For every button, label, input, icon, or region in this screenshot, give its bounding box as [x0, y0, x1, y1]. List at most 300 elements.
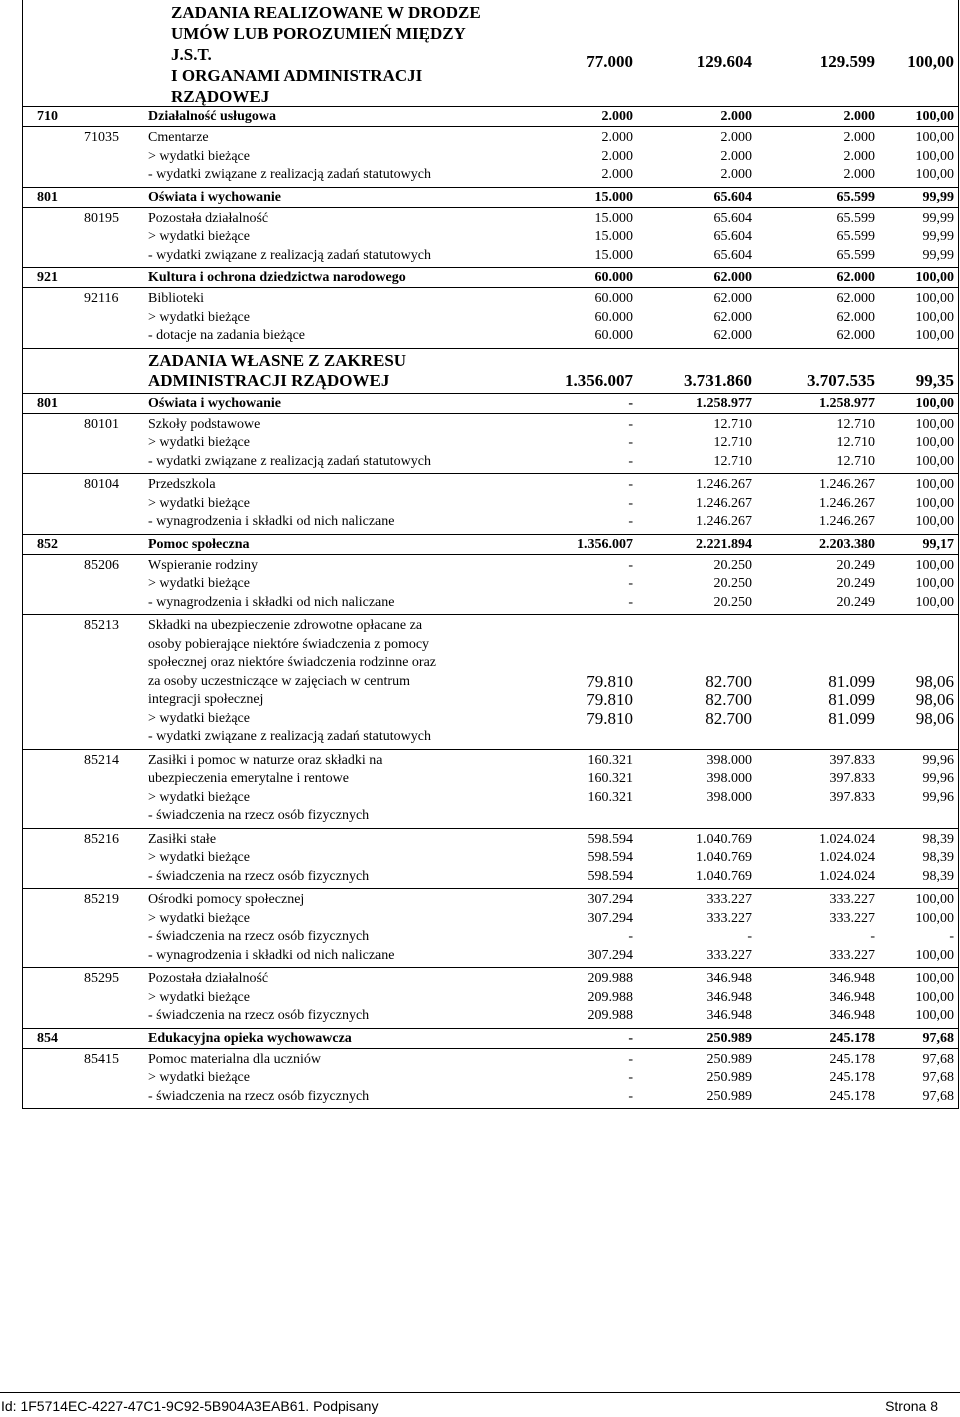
- division-code: 710: [37, 109, 58, 124]
- chapter-line: [23, 673, 958, 692]
- value-plan: -: [628, 1030, 633, 1046]
- line-label: > wydatki bieżące: [148, 576, 250, 591]
- value-plan: 15.000: [594, 189, 633, 205]
- line-label: Pozostała działalność: [148, 210, 269, 226]
- title-line: UMÓW LUB POROZUMIEŃ MIĘDZY: [171, 24, 466, 43]
- chapter-line: [23, 910, 958, 929]
- value-percent: 100,00: [915, 130, 954, 145]
- line-label: Biblioteki: [148, 291, 204, 306]
- value-executed: 81.099: [828, 690, 875, 709]
- division-row: [22, 535, 959, 555]
- value-plan: 1.356.007: [577, 536, 633, 552]
- value-executed: 12.710: [836, 453, 875, 469]
- division-code: 921: [37, 270, 58, 285]
- chapter-line: [23, 416, 958, 435]
- chapter-code: 85216: [84, 831, 119, 847]
- value-percent: 100,00: [915, 477, 954, 492]
- value-percent: [875, 617, 954, 636]
- chapter-line: [23, 513, 958, 532]
- value-executed: 397.833: [829, 752, 875, 768]
- value-plan: 15.000: [594, 229, 633, 244]
- line-label: > wydatki bieżące: [148, 229, 250, 244]
- value-executed: 245.178: [829, 1088, 875, 1104]
- value-plan: [548, 728, 633, 747]
- value-percent: 97,68: [922, 1070, 954, 1085]
- value-plan: -: [628, 576, 633, 591]
- value-after-changes: -: [747, 929, 752, 944]
- value-after-changes: 250.989: [706, 1030, 752, 1046]
- value-percent: [875, 636, 954, 655]
- value-after-changes: 398.000: [706, 752, 752, 768]
- chapter-code: 80195: [84, 210, 119, 226]
- value-plan: 79.810: [586, 690, 633, 709]
- section-header-own-tasks: [22, 349, 959, 394]
- value-executed: 397.833: [829, 789, 875, 805]
- value-percent: 99,35: [915, 370, 954, 390]
- line-label: Zasiłki i pomoc w naturze oraz składki na: [148, 752, 383, 768]
- line-label: Wspieranie rodziny: [148, 557, 259, 573]
- value-executed: 62.000: [836, 309, 875, 325]
- chapter-code: 85206: [84, 557, 119, 573]
- value-percent: 100,00: [915, 557, 954, 573]
- line-label: Zasiłki stałe: [148, 831, 217, 847]
- value-percent: 99,96: [922, 771, 954, 786]
- chapter-line: [23, 210, 958, 229]
- chapter-line: [23, 728, 958, 747]
- value-percent: 99,17: [922, 536, 954, 552]
- chapter-line: [23, 166, 958, 185]
- value-after-changes: 1.040.769: [696, 850, 752, 865]
- value-executed: 245.178: [829, 1051, 875, 1067]
- value-plan: 60.000: [594, 309, 633, 325]
- value-percent: 100,00: [915, 910, 954, 926]
- chapter-line: [23, 928, 958, 947]
- value-percent: 97,68: [922, 1051, 954, 1067]
- value-executed: 245.178: [829, 1030, 875, 1046]
- value-after-changes: 20.250: [713, 557, 752, 573]
- value-after-changes: 62.000: [713, 328, 752, 343]
- line-label: > wydatki bieżące: [148, 850, 250, 865]
- chapter-line: [23, 989, 958, 1008]
- value-plan: 77.000: [586, 52, 633, 71]
- value-percent: 100,00: [915, 309, 954, 325]
- value-percent: 100,00: [907, 52, 954, 71]
- line-label: - świadczenia na rzecz osób fizycznych: [148, 1008, 370, 1023]
- value-executed: 81.099: [828, 671, 875, 691]
- line-label: Ośrodki pomocy społecznej: [148, 892, 305, 907]
- value-percent: 100,00: [915, 514, 954, 529]
- value-after-changes: 333.227: [706, 892, 752, 907]
- value-executed: 12.710: [836, 416, 875, 432]
- chapter-line: [23, 309, 958, 328]
- value-percent: 100,00: [915, 167, 954, 182]
- chapter-line: [23, 453, 958, 472]
- value-executed: 65.599: [836, 229, 875, 244]
- value-plan: 160.321: [587, 752, 633, 768]
- chapter-group: [22, 127, 959, 188]
- line-label: - wynagrodzenia i składki od nich naliczane: [148, 514, 395, 529]
- value-executed: 1.246.267: [819, 514, 875, 529]
- value-after-changes: 82.700: [705, 671, 752, 691]
- value-percent: 100,00: [915, 594, 954, 610]
- budget-table: [22, 0, 959, 1109]
- value-plan: 598.594: [587, 850, 633, 865]
- chapter-code: 71035: [84, 130, 119, 145]
- value-plan: [548, 654, 633, 673]
- value-after-changes: 12.710: [713, 453, 752, 469]
- value-percent: 100,00: [915, 576, 954, 591]
- division-code: 801: [37, 395, 58, 411]
- chapter-code: 85415: [84, 1051, 119, 1067]
- value-executed: 346.948: [829, 971, 875, 986]
- chapter-line: [23, 557, 958, 576]
- chapter-group: [22, 288, 959, 349]
- value-plan: -: [628, 416, 633, 432]
- chapter-line: [23, 1007, 958, 1026]
- value-after-changes: [633, 654, 752, 673]
- chapter-code: 80101: [84, 416, 119, 432]
- value-executed: -: [870, 929, 875, 944]
- value-executed: [752, 617, 875, 636]
- value-after-changes: 65.604: [713, 229, 752, 244]
- value-executed: 129.599: [819, 52, 875, 71]
- value-plan: 2.000: [601, 109, 633, 124]
- value-after-changes: 250.989: [706, 1051, 752, 1067]
- value-percent: 98,39: [922, 831, 954, 847]
- value-after-changes: 1.246.267: [696, 514, 752, 529]
- value-plan: 2.000: [601, 148, 633, 164]
- value-after-changes: 1.040.769: [696, 831, 752, 847]
- line-label: - świadczenia na rzecz osób fizycznych: [148, 929, 370, 944]
- value-percent: 97,68: [922, 1088, 954, 1104]
- value-percent: 100,00: [915, 291, 954, 306]
- value-percent: 98,39: [922, 850, 954, 865]
- value-executed: 81.099: [828, 708, 875, 728]
- value-after-changes: 65.604: [713, 210, 752, 226]
- value-plan: 307.294: [587, 910, 633, 926]
- value-percent: 99,96: [922, 789, 954, 805]
- line-label: ubezpieczenia emerytalne i rentowe: [148, 771, 349, 786]
- value-plan: 79.810: [586, 671, 633, 691]
- line-label: - świadczenia na rzecz osób fizycznych: [148, 868, 370, 884]
- chapter-line: [23, 1051, 958, 1070]
- chapter-line: [23, 129, 958, 148]
- value-plan: 1.356.007: [565, 370, 633, 390]
- value-plan: -: [628, 929, 633, 944]
- value-after-changes: 2.000: [720, 130, 752, 145]
- value-percent: 100,00: [915, 495, 954, 511]
- value-plan: 60.000: [594, 291, 633, 306]
- line-label: > wydatki bieżące: [148, 435, 250, 450]
- value-executed: 20.249: [836, 576, 875, 591]
- value-after-changes: 346.948: [706, 1008, 752, 1023]
- value-percent: [875, 728, 954, 747]
- chapter-line: [23, 434, 958, 453]
- value-after-changes: 20.250: [713, 594, 752, 610]
- value-executed: [752, 654, 875, 673]
- value-after-changes: 2.000: [720, 167, 752, 182]
- value-percent: 99,96: [922, 752, 954, 768]
- value-executed: 65.599: [836, 210, 875, 226]
- value-percent: 99,99: [922, 189, 954, 205]
- value-plan: [548, 636, 633, 655]
- value-after-changes: 62.000: [713, 291, 752, 306]
- chapter-group: [22, 889, 959, 968]
- value-after-changes: 1.040.769: [696, 868, 752, 884]
- rows-section-b: [22, 394, 959, 1110]
- value-after-changes: 3.731.860: [684, 370, 752, 390]
- value-percent: 97,68: [922, 1030, 954, 1046]
- value-after-changes: 346.948: [706, 971, 752, 986]
- value-executed: 346.948: [829, 1008, 875, 1023]
- chapter-group: [22, 414, 959, 475]
- chapter-group: [22, 615, 959, 750]
- value-percent: 98,06: [915, 671, 954, 691]
- value-executed: 62.000: [836, 291, 875, 306]
- chapter-group: [22, 968, 959, 1029]
- chapter-code: 85214: [84, 752, 119, 768]
- line-label: > wydatki bieżące: [148, 910, 250, 926]
- chapter-line: [23, 1069, 958, 1088]
- value-percent: 100,00: [915, 892, 954, 907]
- value-percent: 98,39: [922, 868, 954, 884]
- value-plan: -: [628, 435, 633, 450]
- value-executed: [752, 636, 875, 655]
- value-percent: 100,00: [915, 148, 954, 164]
- division-row: [22, 1029, 959, 1049]
- title-line: I ORGANAMI ADMINISTRACJI: [171, 66, 423, 85]
- line-label: Przedszkola: [148, 477, 216, 492]
- value-plan: -: [628, 1051, 633, 1067]
- value-executed: 12.710: [836, 435, 875, 450]
- chapter-group: [22, 208, 959, 269]
- chapter-line: [23, 636, 958, 655]
- title-line: ZADANIA WŁASNE Z ZAKRESU: [148, 350, 407, 370]
- chapter-line: [23, 617, 958, 636]
- division-row: [22, 394, 959, 414]
- value-executed: 1.024.024: [819, 850, 875, 865]
- value-plan: 598.594: [587, 831, 633, 847]
- title-line: ADMINISTRACJI RZĄDOWEJ: [148, 370, 390, 390]
- value-after-changes: 333.227: [706, 947, 752, 963]
- chapter-line: [23, 575, 958, 594]
- line-label: > wydatki bieżące: [148, 989, 250, 1005]
- value-after-changes: 250.989: [706, 1070, 752, 1085]
- value-after-changes: 12.710: [713, 435, 752, 450]
- chapter-line: [23, 495, 958, 514]
- value-executed: 2.000: [843, 148, 875, 164]
- value-percent: -: [949, 929, 954, 944]
- value-plan: -: [628, 453, 633, 469]
- line-label: - świadczenia na rzecz osób fizycznych: [148, 808, 370, 823]
- chapter-code: 85295: [84, 971, 119, 986]
- line-label: - wydatki związane z realizacją zadań statutowych: [148, 167, 431, 182]
- value-executed: 333.227: [829, 947, 875, 963]
- value-after-changes: 62.000: [713, 270, 752, 285]
- division-row: [22, 268, 959, 288]
- value-after-changes: [633, 807, 752, 826]
- value-after-changes: [633, 617, 752, 636]
- value-plan: -: [628, 557, 633, 573]
- chapter-line: [23, 290, 958, 309]
- value-after-changes: 398.000: [706, 771, 752, 786]
- value-percent: 100,00: [915, 453, 954, 469]
- chapter-line: [23, 831, 958, 850]
- value-after-changes: 250.989: [706, 1088, 752, 1104]
- value-after-changes: 62.000: [713, 309, 752, 325]
- line-label: Pozostała działalność: [148, 971, 269, 986]
- page-footer: [0, 1392, 960, 1417]
- value-percent: [875, 807, 954, 826]
- chapter-group: [22, 750, 959, 829]
- line-label: Składki na ubezpieczenie zdrowotne opłacane za: [148, 618, 423, 633]
- division-name: Edukacyjna opieka wychowawcza: [148, 1030, 352, 1046]
- chapter-group: [22, 555, 959, 616]
- line-label: integracji społecznej: [148, 692, 264, 707]
- value-plan: 60.000: [594, 270, 633, 285]
- value-executed: 333.227: [829, 892, 875, 907]
- value-executed: 333.227: [829, 910, 875, 926]
- chapter-line: [23, 228, 958, 247]
- line-label: - dotacje na zadania bieżące: [148, 328, 306, 343]
- chapter-line: [23, 752, 958, 771]
- value-executed: 245.178: [829, 1070, 875, 1085]
- chapter-code: 92116: [84, 291, 119, 306]
- value-percent: 100,00: [915, 1008, 954, 1023]
- section-values: [548, 52, 954, 72]
- value-percent: 100,00: [915, 947, 954, 963]
- title-line: J.S.T.: [171, 45, 212, 64]
- line-label: > wydatki bieżące: [148, 710, 250, 726]
- value-plan: -: [628, 594, 633, 610]
- value-executed: 397.833: [829, 771, 875, 786]
- chapter-line: [23, 247, 958, 266]
- value-plan: 15.000: [594, 247, 633, 263]
- value-percent: 98,06: [915, 690, 954, 709]
- value-after-changes: 82.700: [705, 708, 752, 728]
- chapter-line: [23, 691, 958, 710]
- value-after-changes: 1.246.267: [696, 495, 752, 511]
- value-plan: 160.321: [587, 789, 633, 805]
- value-percent: 100,00: [915, 328, 954, 343]
- line-label: > wydatki bieżące: [148, 148, 250, 164]
- value-executed: 62.000: [836, 270, 875, 285]
- value-executed: 2.000: [843, 109, 875, 124]
- value-plan: [548, 617, 633, 636]
- value-executed: 1.246.267: [819, 495, 875, 511]
- rows-section-a: [22, 107, 959, 349]
- line-label: - wydatki związane z realizacją zadań statutowych: [148, 247, 431, 263]
- value-plan: -: [628, 477, 633, 492]
- section-title: [171, 2, 511, 107]
- line-label: - świadczenia na rzecz osób fizycznych: [148, 1088, 370, 1104]
- page-number: Strona 8: [885, 1398, 938, 1414]
- value-plan: 209.988: [587, 971, 633, 986]
- value-after-changes: 12.710: [713, 416, 752, 432]
- value-plan: 79.810: [586, 708, 633, 728]
- value-percent: 100,00: [915, 109, 954, 124]
- chapter-line: [23, 710, 958, 729]
- value-executed: 1.258.977: [819, 395, 875, 411]
- value-executed: 1.024.024: [819, 868, 875, 884]
- value-executed: 65.599: [836, 189, 875, 205]
- value-after-changes: 1.258.977: [696, 395, 752, 411]
- chapter-line: [23, 654, 958, 673]
- chapter-line: [23, 148, 958, 167]
- chapter-line: [23, 947, 958, 966]
- value-after-changes: 129.604: [696, 52, 752, 71]
- line-label: > wydatki bieżące: [148, 1070, 250, 1085]
- chapter-line: [23, 970, 958, 989]
- value-after-changes: 65.604: [713, 247, 752, 263]
- value-percent: 100,00: [915, 989, 954, 1005]
- value-percent: 99,99: [922, 210, 954, 226]
- value-executed: 20.249: [836, 557, 875, 573]
- line-label: - wynagrodzenia i składki od nich naliczane: [148, 947, 395, 963]
- value-after-changes: 398.000: [706, 789, 752, 805]
- line-label: społecznej oraz niektóre świadczenia rodzinne oraz: [148, 655, 437, 670]
- chapter-line: [23, 868, 958, 887]
- section-title: [148, 351, 548, 371]
- chapter-line: [23, 327, 958, 346]
- division-name: Pomoc społeczna: [148, 536, 250, 552]
- division-name: Oświata i wychowanie: [148, 189, 281, 205]
- title-line: RZĄDOWEJ: [171, 87, 270, 106]
- value-plan: 15.000: [594, 210, 633, 226]
- chapter-code: 80104: [84, 477, 119, 492]
- line-label: za osoby uczestniczące w zajęciach w centrum: [148, 673, 410, 689]
- value-after-changes: [633, 636, 752, 655]
- value-plan: 160.321: [587, 771, 633, 786]
- line-label: Pomoc materialna dla uczniów: [148, 1051, 321, 1067]
- value-plan: -: [628, 1070, 633, 1085]
- chapter-line: [23, 891, 958, 910]
- line-label: > wydatki bieżące: [148, 309, 250, 325]
- division-name: Kultura i ochrona dziedzictwa narodowego: [148, 270, 406, 285]
- division-row: [22, 188, 959, 208]
- value-plan: 2.000: [601, 167, 633, 182]
- value-executed: 1.246.267: [819, 477, 875, 492]
- value-after-changes: 20.250: [713, 576, 752, 591]
- value-percent: 98,06: [915, 708, 954, 728]
- chapter-group: [22, 474, 959, 535]
- line-label: osoby pobierające niektóre świadczenia z pomocy: [148, 636, 430, 652]
- value-executed: 2.000: [843, 167, 875, 182]
- line-label: Szkoły podstawowe: [148, 416, 261, 432]
- value-plan: [548, 807, 633, 826]
- value-plan: 598.594: [587, 868, 633, 884]
- chapter-line: [23, 770, 958, 789]
- division-code: 854: [37, 1030, 58, 1046]
- value-executed: 20.249: [836, 594, 875, 610]
- value-after-changes: [633, 728, 752, 747]
- section-header-agreements: [22, 0, 959, 107]
- chapter-line: [23, 849, 958, 868]
- value-executed: 346.948: [829, 989, 875, 1005]
- value-executed: 2.203.380: [819, 536, 875, 552]
- chapter-line: [23, 789, 958, 808]
- value-plan: 2.000: [601, 130, 633, 145]
- value-plan: -: [628, 395, 633, 411]
- value-executed: 65.599: [836, 247, 875, 263]
- value-plan: -: [628, 514, 633, 529]
- division-code: 801: [37, 189, 58, 205]
- value-after-changes: 346.948: [706, 989, 752, 1005]
- chapter-group: [22, 829, 959, 890]
- value-after-changes: 2.221.894: [696, 536, 752, 552]
- value-percent: [875, 654, 954, 673]
- value-plan: 307.294: [587, 947, 633, 963]
